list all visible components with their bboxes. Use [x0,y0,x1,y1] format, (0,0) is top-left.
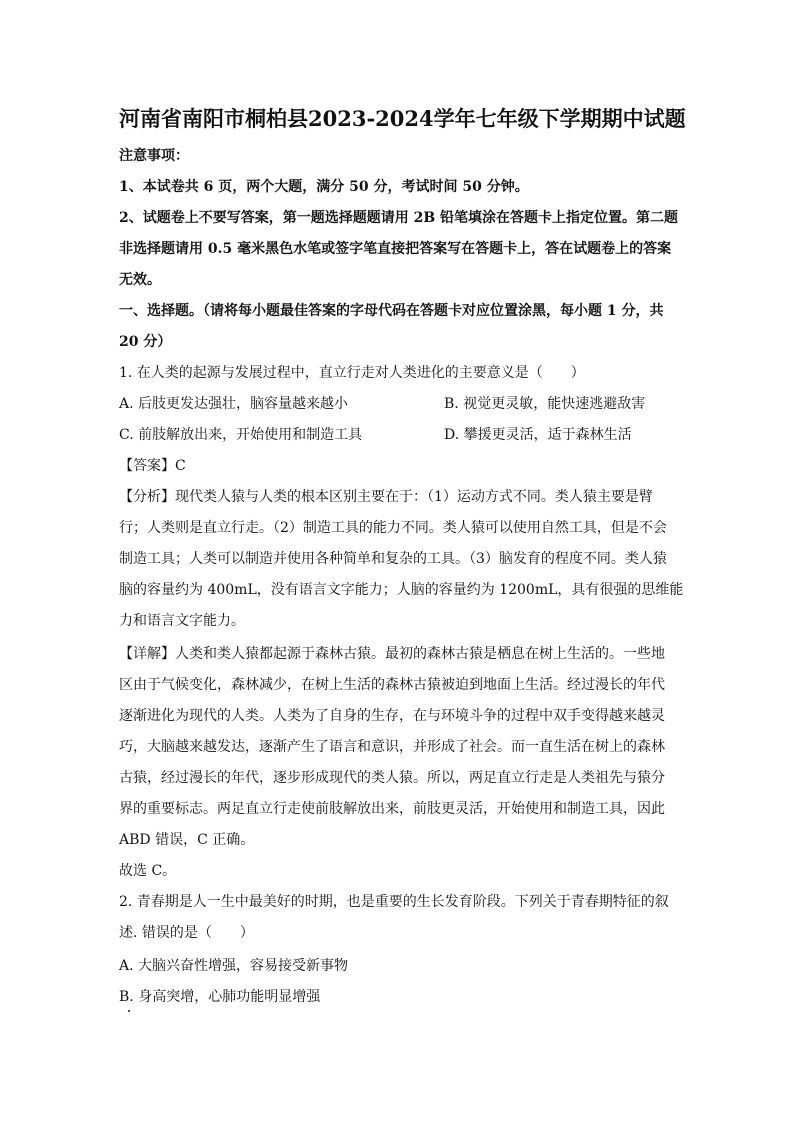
question-1-detail-line: 区由于气候变化，森林减少，在树上生活的森林古猿被迫到地面上生活。经过漫长的年代 [119,677,665,693]
question-1-conclusion: 故选 C。 [119,863,177,879]
question-1-analysis-line: 行；人类则是直立行走。（2）制造工具的能力不同。类人猿可以使用自然工具，但是不会 [119,520,667,536]
stray-dot-mark [128,1010,130,1012]
question-2-stem-line-1: 2. 青春期是人一生中最美好的时期，也是重要的生长发育阶段。下列关于青春期特征的叙 [119,894,669,910]
question-1-detail-line: 巧，大脑越来越发达，逐渐产生了语言和意识，并形成了社会。而一直生活在树上的森林 [119,739,665,755]
question-1-detail-line: 古猿，经过漫长的年代，逐步形成现代的类人猿。所以，两足直立行走是人类祖先与猿分 [119,770,665,786]
section-1-heading-line-1: 一、选择题。（请将每小题最佳答案的字母代码在答题卡对应位置涂黑，每小题 1 分，共 [119,303,664,319]
question-1-detail-line: 【详解】人类和类人猿都起源于森林古猿。最初的森林古猿是栖息在树上生活的。一些地 [119,646,665,662]
notice-item-2-line-3: 无效。 [119,272,161,288]
question-1-detail-line: 逐渐进化为现代的人类。人类为了自身的生存，在与环境斗争的过程中双手变得越来越灵 [119,708,665,724]
question-1-option-b: B. 视觉更灵敏，能快速逃避敌害 [444,396,646,412]
page-title: 河南省南阳市桐柏县2023-2024学年七年级下学期期中试题 [119,106,686,131]
question-1-option-a: A. 后肢更发达强壮，脑容量越来越小 [119,396,349,412]
notice-heading: 注意事项： [119,148,189,164]
question-2-stem-line-2: 述. 错误的是（ ） [119,925,254,941]
notice-item-2-line-2: 非选择题请用 0.5 毫米黑色水笔或签字笔直接把答案写在答题卡上，答在试题卷上的答案 [119,241,672,257]
question-1-stem: 1. 在人类的起源与发展过程中，直立行走对人类进化的主要意义是（ ） [119,365,585,381]
question-2-option-b: B. 身高突增，心肺功能明显增强 [119,989,321,1005]
question-1-analysis-line: 制造工具；人类可以制造并使用各种简单和复杂的工具。（3）脑发育的程度不同。类人猿 [119,551,667,567]
question-1-analysis-line: 【分析】现代类人猿与人类的根本区别主要在于：（1）运动方式不同。类人猿主要是臂 [119,489,653,505]
question-1-option-d: D. 攀援更灵活，适于森林生活 [444,427,632,443]
section-1-heading-line-2: 20 分） [119,334,172,350]
notice-item-1: 1、本试卷共 6 页，两个大题，满分 50 分，考试时间 50 分钟。 [119,179,529,195]
question-1-analysis-line: 脑的容量约为 400mL，没有语言文字能力；人脑的容量约为 1200mL，具有很强的思维能 [119,582,684,598]
question-2-option-a: A. 大脑兴奋性增强，容易接受新事物 [119,958,349,974]
question-1-answer: 【答案】C [119,458,186,474]
question-1-detail-line: 界的重要标志。两足直立行走使前肢解放出来，前肢更灵活，开始使用和制造工具，因此 [119,801,665,817]
question-1-detail-line: ABD 错误，C 正确。 [119,832,255,848]
notice-item-2-line-1: 2、试题卷上不要写答案，第一题选择题题请用 2B 铅笔填涂在答题卡上指定位置。第二题 [119,210,679,226]
question-1-analysis-line: 力和语言文字能力。 [119,613,245,629]
question-1-option-c: C. 前肢解放出来，开始使用和制造工具 [119,427,363,443]
